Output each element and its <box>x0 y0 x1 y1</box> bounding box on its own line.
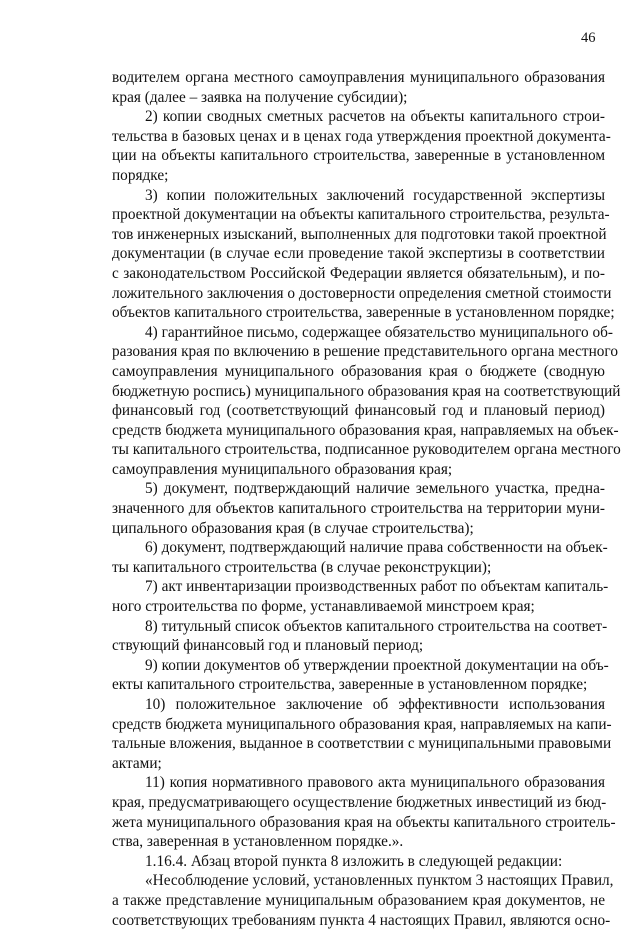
text-line: тельства в базовых ценах и в ценах года утверждения проектной документа- <box>112 127 611 145</box>
text-line: разования края по включению в решение представительного органа местного <box>112 343 618 361</box>
text-line: значенного для объектов капитального строительства на территории муни- <box>112 500 605 518</box>
text-line: ложительного заключения о достоверности определения сметной стоимости <box>112 284 612 302</box>
text-line: с законодательством Российской Федерации является обязательным), и по- <box>112 264 605 282</box>
text-line: средств бюджета муниципального образования края, направляемых на капи- <box>112 715 612 733</box>
text-line: актами; <box>112 754 162 772</box>
text-line: ципального образования края (в случае строительства); <box>112 519 474 537</box>
text-line: 3) копии положительных заключений государственной экспертизы <box>145 186 605 204</box>
text-line: жета муниципального образования края на объекты капитального строитель- <box>112 813 616 831</box>
text-line: ции на объекты капитального строительства, заверенные в установленном <box>112 147 605 165</box>
text-line: объектов капитального строительства, заверенные в установленном порядке; <box>112 304 615 322</box>
document-body <box>112 68 621 930</box>
text-line: ты капитального строительства, подписанное руководителем органа местного <box>112 441 621 459</box>
text-line: самоуправления муниципального образования края; <box>112 460 453 478</box>
text-line: 2) копии сводных сметных расчетов на объекты капитального строи- <box>145 108 605 126</box>
text-line: а также представление муниципальным образованием края документов, не <box>112 891 605 909</box>
text-line: 8) титульный список объектов капитального строительства на соответ- <box>145 617 608 635</box>
text-line: тов инженерных изысканий, выполненных для подготовки такой проектной <box>112 225 607 243</box>
text-line: документации (в случае если проведение такой экспертизы в соответствии <box>112 245 605 263</box>
text-line: края, предусматривающего осуществление бюджетных инвестиций из бюд- <box>112 793 607 811</box>
text-line: «Несоблюдение условий, установленных пунктом 3 настоящих Правил, <box>145 872 614 890</box>
text-line: тальные вложения, выданное в соответствии с муниципальными правовыми <box>112 735 612 753</box>
page-number: 46 <box>581 30 596 46</box>
text-line: бюджетную роспись) муниципального образования края на соответствующий <box>112 382 621 400</box>
text-line: 9) копии документов об утверждении проектной документации на объ- <box>145 656 609 674</box>
text-line: 10) положительное заключение об эффективности использования <box>145 696 605 713</box>
text-line: края (далее – заявка на получение субсидии); <box>112 88 408 106</box>
text-line: самоуправления муниципального образования края о бюджете (сводную <box>112 362 605 380</box>
text-line: 1.16.4. Абзац второй пункта 8 изложить в следующей редакции: <box>145 852 563 870</box>
text-line: ствующий финансовый год и плановый период; <box>112 637 424 655</box>
text-line: 6) документ, подтверждающий наличие права собственности на объек- <box>145 539 608 557</box>
text-line: 5) документ, подтверждающий наличие земельного участка, предна- <box>145 480 605 498</box>
text-line: ты капитального строительства (в случае реконструкции); <box>112 558 492 576</box>
text-line: екты капитального строительства, заверенные в установленном порядке; <box>112 676 588 694</box>
text-line: финансовый год (соответствующий финансовый год и плановый период) <box>112 402 605 420</box>
text-line: проектной документации на объекты капитального строительства, результа- <box>112 206 610 224</box>
text-line: 11) копия нормативного правового акта муниципального образования <box>145 774 605 792</box>
text-line: соответствующих требованиям пункта 4 настоящих Правил, являются осно- <box>112 911 611 929</box>
text-line: 4) гарантийное письмо, содержащее обязательство муниципального об- <box>145 323 614 341</box>
text-line: средств бюджета муниципального образования края, направляемых на объек- <box>112 421 619 439</box>
text-line: 7) акт инвентаризации производственных работ по объектам капиталь- <box>145 578 609 596</box>
text-line: ного строительства по форме, устанавливаемой минстроем края; <box>112 598 535 616</box>
text-line: водителем органа местного самоуправления муниципального образования <box>112 69 605 86</box>
text-line: ства, заверенная в установленном порядке.». <box>112 833 404 851</box>
text-line: порядке; <box>112 166 169 184</box>
